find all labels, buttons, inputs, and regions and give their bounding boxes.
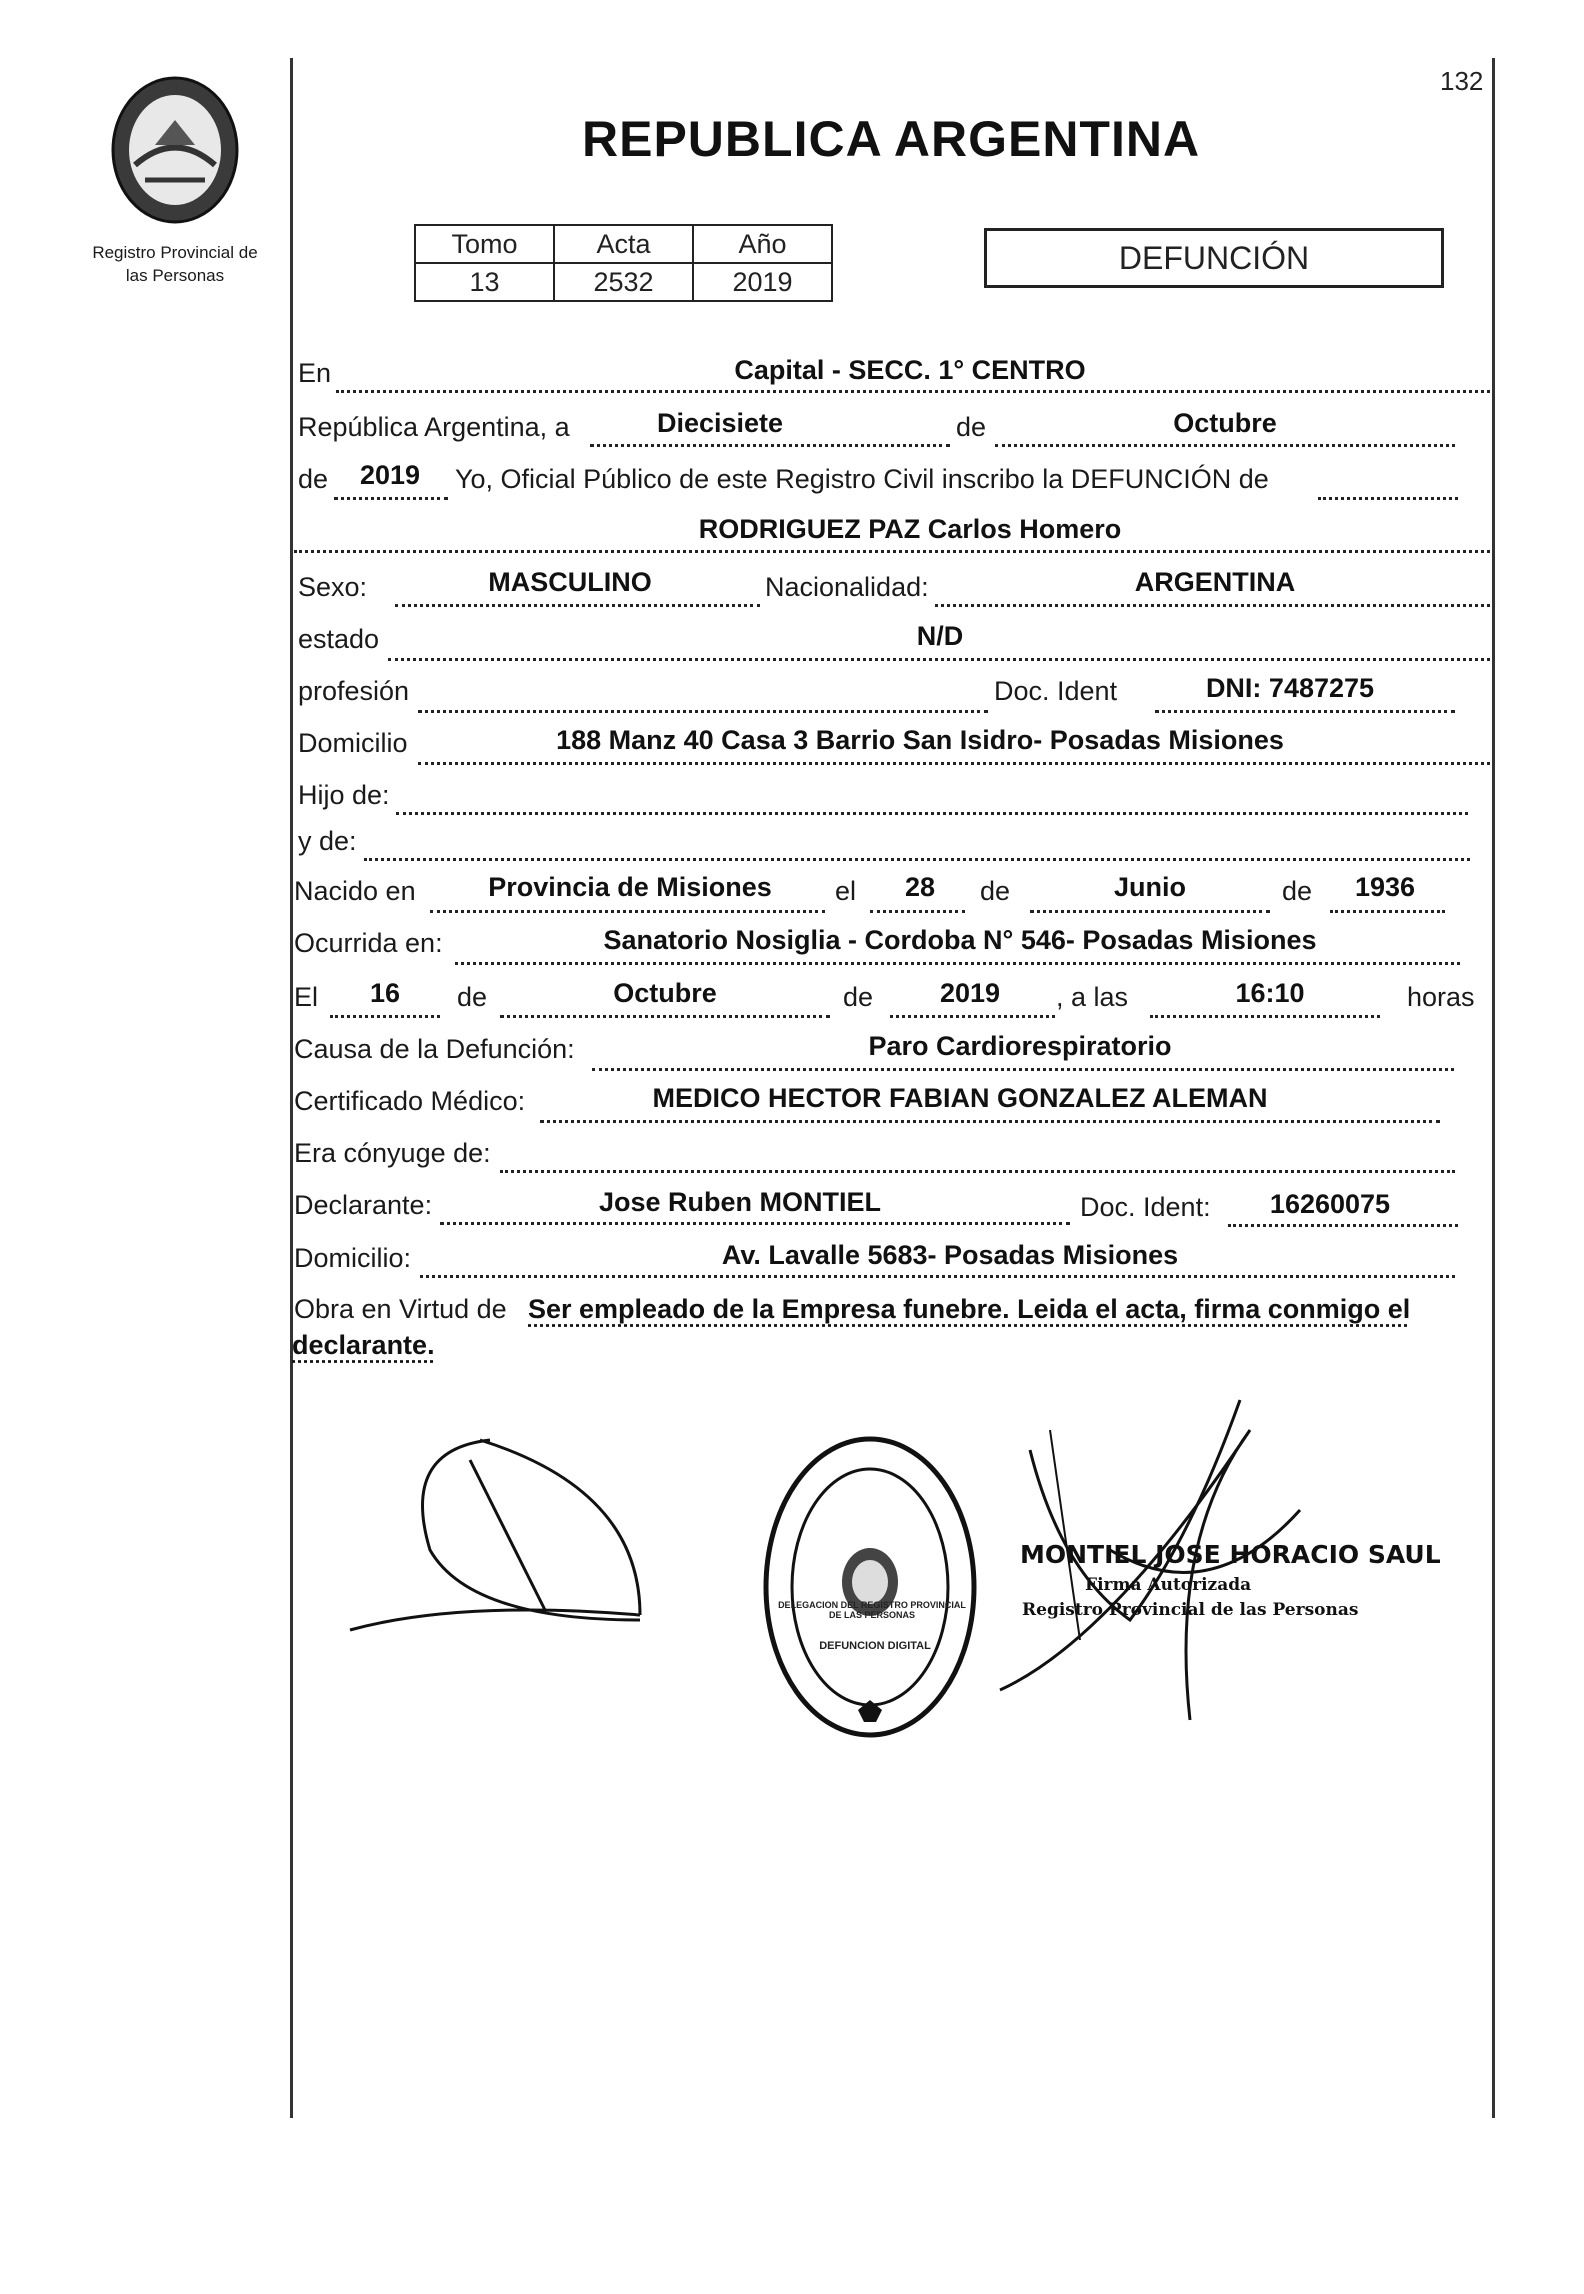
stamp-inner-text: DEFUNCION DIGITAL <box>819 1640 931 1652</box>
sexo-value: MASCULINO <box>488 567 652 597</box>
domicilio-label: Domicilio <box>298 728 408 758</box>
birth-de-label: de <box>980 876 1011 906</box>
ocurrida-label: Ocurrida en: <box>294 928 443 958</box>
causa-label: Causa de la Defunción: <box>294 1034 575 1064</box>
left-margin-line <box>290 58 293 2118</box>
hijo-dotted-line <box>396 812 1468 815</box>
estado-value: N/D <box>916 621 964 651</box>
birth-de2-label: de <box>1282 876 1313 906</box>
causa-value: Paro Cardiorespiratorio <box>868 1031 1172 1061</box>
birth-month: Junio <box>1114 872 1186 902</box>
obra-value-line2: declarante. <box>292 1330 435 1360</box>
official-role: Firma Autorizada <box>1085 1575 1252 1595</box>
de-label: de <box>956 412 987 442</box>
nacido-label: Nacido en <box>294 876 416 906</box>
death-day-dotted-line <box>330 1015 440 1018</box>
conyuge-dotted-line <box>500 1170 1455 1173</box>
birth-month-dotted-line <box>1030 910 1270 913</box>
reference-table <box>414 224 833 302</box>
death-el-label: El <box>294 982 319 1012</box>
death-time: 16:10 <box>1235 978 1305 1008</box>
death-year-dotted-line <box>890 1015 1055 1018</box>
birth-day: 28 <box>904 872 936 902</box>
year-value: 2019 <box>360 460 421 490</box>
statement-text: Yo, Oficial Público de este Registro Civil inscribo la DEFUNCIÓN de <box>455 464 1269 494</box>
page-number: 132 <box>1440 66 1484 96</box>
declarante-label: Declarante: <box>294 1190 433 1220</box>
alas-label: , a las <box>1056 982 1129 1012</box>
nacionalidad-label: Nacionalidad: <box>765 572 929 602</box>
death-de-label: de <box>457 982 488 1012</box>
obra-label: Obra en Virtud de <box>294 1294 507 1324</box>
table-header-acta: Acta <box>554 225 693 263</box>
hijo-label: Hijo de: <box>298 780 390 810</box>
registry-name-line1: Registro Provincial de <box>92 243 258 262</box>
official-name: MONTIEL JOSE HORACIO SAUL <box>1020 1540 1441 1569</box>
nacionalidad-dotted-line <box>935 604 1490 607</box>
death-day: 16 <box>369 978 401 1008</box>
death-month-dotted-line <box>500 1015 830 1018</box>
nacido-dotted-line <box>430 910 825 913</box>
official-office: Registro Provincial de las Personas <box>1022 1600 1359 1620</box>
yde-dotted-line <box>364 858 1470 861</box>
table-header-anio: Año <box>693 225 832 263</box>
ocurrida-value: Sanatorio Nosiglia - Cordoba N° 546- Posadas Misiones <box>603 925 1317 955</box>
birth-year-dotted-line <box>1330 910 1445 913</box>
decl-doc-label: Doc. Ident: <box>1080 1192 1211 1222</box>
declarante-value: Jose Ruben MONTIEL <box>598 1187 882 1217</box>
causa-dotted-line <box>592 1068 1454 1071</box>
month-value: Octubre <box>1173 408 1277 438</box>
doc-ident-label: Doc. Ident <box>994 676 1118 706</box>
sexo-dotted-line <box>395 604 760 607</box>
declarante-dotted-line <box>440 1222 1070 1225</box>
stamp-ring-text: DELEGACION DEL REGISTRO PROVINCIAL DE LAS PERSONAS <box>778 1600 966 1620</box>
day-value: Diecisiete <box>656 408 784 438</box>
table-value-tomo: 13 <box>415 263 554 301</box>
name-dotted-line <box>294 550 1490 553</box>
certificado-value: MEDICO HECTOR FABIAN GONZALEZ ALEMAN <box>652 1083 1268 1113</box>
table-value-acta: 2532 <box>554 263 693 301</box>
en-dotted-line <box>336 390 1490 393</box>
page-title: REPUBLICA ARGENTINA <box>582 111 1201 167</box>
death-year: 2019 <box>939 978 1001 1008</box>
en-value: Capital - SECC. 1° CENTRO <box>734 355 1086 385</box>
doc-ident-value: DNI: 7487275 <box>1205 673 1375 703</box>
republica-label: República Argentina, a <box>298 412 570 442</box>
estado-label: estado <box>298 624 380 654</box>
birth-el-label: el <box>835 876 857 906</box>
declarant-signature <box>340 1430 670 1650</box>
decl-doc-value: 16260075 <box>1269 1189 1391 1219</box>
deceased-name: RODRIGUEZ PAZ Carlos Homero <box>698 514 1122 544</box>
ocurrida-dotted-line <box>455 962 1460 965</box>
estado-dotted-line <box>388 658 1490 661</box>
death-month: Octubre <box>613 978 717 1008</box>
decl-doc-dotted-line <box>1228 1224 1458 1227</box>
en-label: En <box>298 358 332 388</box>
sexo-label: Sexo: <box>298 572 368 602</box>
decl-domicilio-dotted-line <box>420 1275 1455 1278</box>
obra-value: Ser empleado de la Empresa funebre. Leida el acta, firma conmigo el <box>528 1294 1411 1324</box>
act-type-box: DEFUNCIÓN <box>984 228 1444 288</box>
horas-label: horas <box>1407 982 1475 1012</box>
domicilio-dotted-line <box>418 762 1490 765</box>
decl-domicilio-value: Av. Lavalle 5683- Posadas Misiones <box>721 1240 1179 1270</box>
death-time-dotted-line <box>1150 1015 1380 1018</box>
table-value-anio: 2019 <box>693 263 832 301</box>
official-stamp <box>760 1432 980 1742</box>
domicilio-value: 188 Manz 40 Casa 3 Barrio San Isidro- Posadas Misiones <box>556 725 1284 755</box>
conyuge-label: Era cónyuge de: <box>294 1138 491 1168</box>
de2-label: de <box>298 464 329 494</box>
profesion-dotted-line <box>418 710 988 713</box>
day-dotted-line <box>590 444 950 447</box>
nacionalidad-value: ARGENTINA <box>1134 567 1296 597</box>
certificado-dotted-line <box>540 1120 1440 1123</box>
yde-label: y de: <box>298 826 357 856</box>
year-dotted-line <box>334 497 448 500</box>
decl-domicilio-label: Domicilio: <box>294 1243 412 1273</box>
birth-day-dotted-line <box>870 910 965 913</box>
statement-dotted-line <box>1318 497 1458 500</box>
right-margin-line <box>1492 58 1495 2118</box>
registry-name-line2: las Personas <box>125 266 225 285</box>
certificado-label: Certificado Médico: <box>294 1086 526 1116</box>
doc-ident-dotted-line <box>1155 710 1455 713</box>
month-dotted-line <box>995 444 1455 447</box>
profesion-label: profesión <box>298 676 410 706</box>
table-header-tomo: Tomo <box>415 225 554 263</box>
birth-year: 1936 <box>1354 872 1416 902</box>
nacido-value: Provincia de Misiones <box>488 872 772 902</box>
death-de2-label: de <box>843 982 874 1012</box>
provincial-seal-logo <box>100 70 250 230</box>
